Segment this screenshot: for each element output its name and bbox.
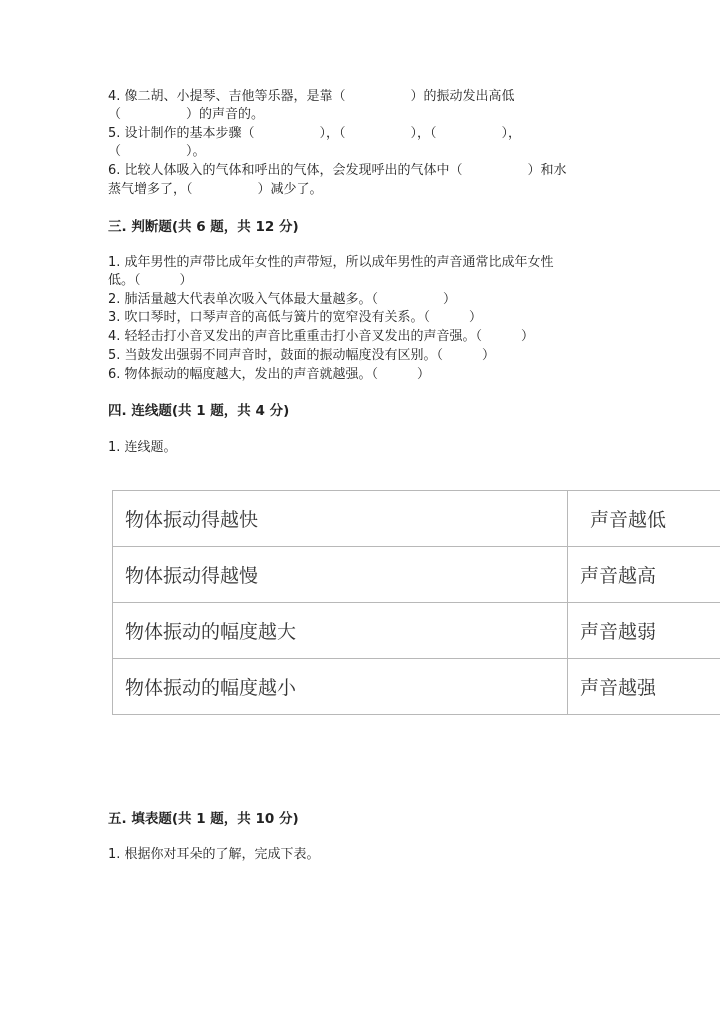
table-row xyxy=(113,547,720,603)
match-left-item: 物体振动得越快 xyxy=(113,491,568,547)
section4-heading: 四. 连线题(共 1 题，共 4 分) xyxy=(108,403,290,419)
match-question-1: 1. 连线题。 xyxy=(108,440,177,455)
table-row xyxy=(113,603,720,659)
table-row xyxy=(113,659,720,715)
judge-question-1-line1: 1. 成年男性的声带比成年女性的声带短，所以成年男性的声音通常比成年女性 xyxy=(108,255,554,270)
fill-question-4-line1: 4. 像二胡、小提琴、吉他等乐器，是靠（ ）的振动发出高低 xyxy=(108,89,515,104)
fill-question-4-line2: （ ）的声音的。 xyxy=(108,107,265,122)
fill-question-6-line2: 蒸气增多了，（ ）减少了。 xyxy=(108,182,323,197)
judge-question-3: 3. 吹口琴时，口琴声音的高低与簧片的宽窄没有关系。（ ） xyxy=(108,310,483,325)
judge-question-4: 4. 轻轻击打小音叉发出的声音比重重击打小音叉发出的声音强。（ ） xyxy=(108,329,535,344)
fill-question-5-line2: （ ）。 xyxy=(108,144,206,159)
section3-heading: 三. 判断题(共 6 题，共 12 分) xyxy=(108,219,299,235)
judge-question-5: 5. 当鼓发出强弱不同声音时，鼓面的振动幅度没有区别。（ ） xyxy=(108,348,496,363)
match-left-item: 物体振动的幅度越小 xyxy=(113,659,568,715)
judge-question-1-line2: 低。（ ） xyxy=(108,273,193,288)
match-right-item: 声音越强 xyxy=(568,659,720,715)
match-left-item: 物体振动的幅度越大 xyxy=(113,603,568,659)
match-right-item: 声音越弱 xyxy=(568,603,720,659)
table-question-1: 1. 根据你对耳朵的了解，完成下表。 xyxy=(108,847,320,862)
table-row xyxy=(113,491,720,547)
match-left-item: 物体振动得越慢 xyxy=(113,547,568,603)
section5-heading: 五. 填表题(共 1 题，共 10 分) xyxy=(108,811,299,827)
match-right-item: 声音越低 xyxy=(568,491,720,547)
fill-question-5-line1: 5. 设计制作的基本步骤（ ），（ ），（ ）， xyxy=(108,126,522,141)
fill-question-6-line1: 6. 比较人体吸入的气体和呼出的气体，会发现呼出的气体中（ ）和水 xyxy=(108,163,567,178)
matching-table xyxy=(112,490,720,715)
judge-question-6: 6. 物体振动的幅度越大，发出的声音就越强。（ ） xyxy=(108,367,431,382)
match-right-item: 声音越高 xyxy=(568,547,720,603)
judge-question-2: 2. 肺活量越大代表单次吸入气体最大量越多。（ ） xyxy=(108,292,457,307)
